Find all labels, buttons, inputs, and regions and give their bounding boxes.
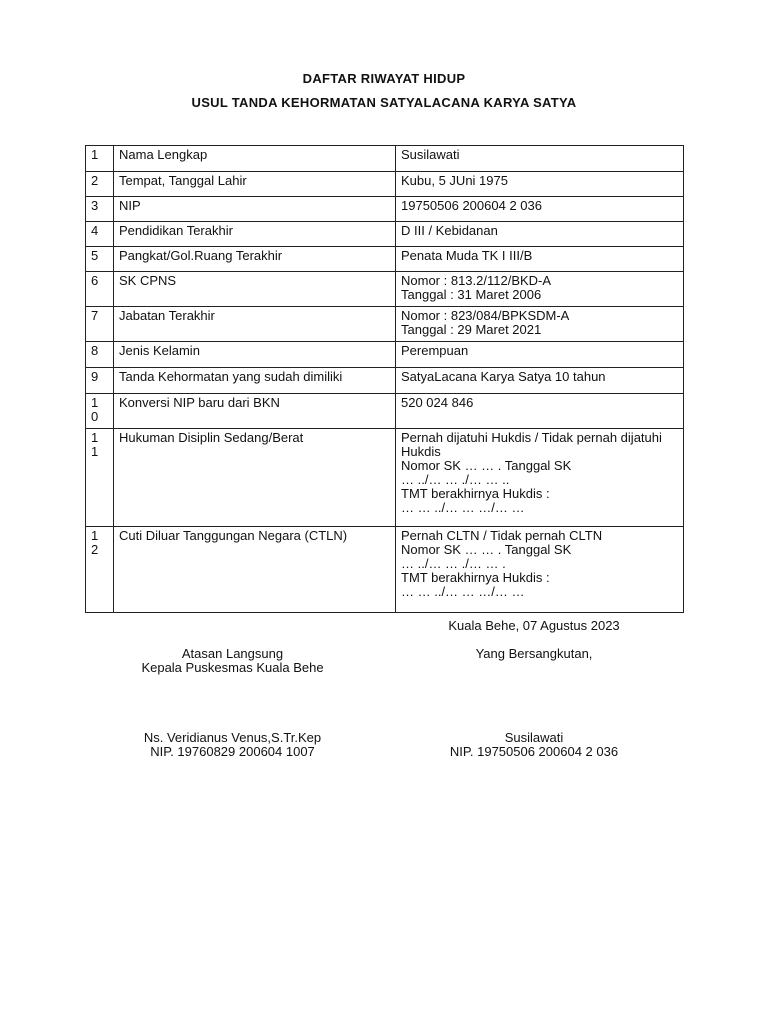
row-number: 5 (86, 247, 114, 272)
row-number: 6 (86, 272, 114, 307)
row-value: Nomor : 823/084/BPKSDM-A Tanggal : 29 Maret 2021 (396, 307, 684, 342)
table-row (86, 368, 684, 394)
table-row (86, 342, 684, 368)
row-number: 7 (86, 307, 114, 342)
row-value: Susilawati (396, 146, 684, 172)
table-row (86, 247, 684, 272)
table-row (86, 429, 684, 527)
table-row (86, 172, 684, 197)
left-signatory-role (90, 647, 375, 675)
table-row (86, 527, 684, 613)
row-value: Perempuan (396, 342, 684, 368)
table-row (86, 146, 684, 172)
row-number: 8 (86, 342, 114, 368)
row-number: 1 1 (86, 429, 114, 527)
left-signatory (90, 731, 375, 759)
row-label: SK CPNS (114, 272, 396, 307)
right-signatory-nip: NIP. 19750506 200604 2 036 (449, 744, 619, 759)
row-label: Konversi NIP baru dari BKN (114, 394, 396, 429)
row-label: Pangkat/Gol.Ruang Terakhir (114, 247, 396, 272)
row-value: 19750506 200604 2 036 (396, 197, 684, 222)
row-label: Jenis Kelamin (114, 342, 396, 368)
row-value: Pernah CLTN / Tidak pernah CLTN Nomor SK … … . Tanggal SK … ../… … ./… … . TMT berakhirnya Hukdis : … … ../… … …/… … (396, 527, 684, 613)
document-subtitle: USUL TANDA KEHORMATAN SATYALACANA KARYA SATYA (191, 95, 577, 110)
row-value: SatyaLacana Karya Satya 10 tahun (396, 368, 684, 394)
table-row (86, 222, 684, 247)
right-signatory-role: Yang Bersangkutan, (475, 646, 593, 661)
row-value: Kubu, 5 JUni 1975 (396, 172, 684, 197)
row-number: 9 (86, 368, 114, 394)
table-row (86, 307, 684, 342)
right-signatory (400, 731, 668, 759)
right-signatory-name: Susilawati (504, 730, 564, 745)
table-row (86, 197, 684, 222)
row-value: D III / Kebidanan (396, 222, 684, 247)
row-label: Jabatan Terakhir (114, 307, 396, 342)
document-title: DAFTAR RIWAYAT HIDUP (302, 71, 466, 86)
row-label: Nama Lengkap (114, 146, 396, 172)
table-row (86, 394, 684, 429)
row-label: NIP (114, 197, 396, 222)
row-number: 2 (86, 172, 114, 197)
row-number: 3 (86, 197, 114, 222)
left-signatory-name: Ns. Veridianus Venus,S.Tr.Kep (143, 730, 322, 745)
row-value: 520 024 846 (396, 394, 684, 429)
row-number: 1 2 (86, 527, 114, 613)
biodata-table (85, 145, 684, 613)
row-label: Tempat, Tanggal Lahir (114, 172, 396, 197)
row-label: Cuti Diluar Tanggungan Negara (CTLN) (114, 527, 396, 613)
row-value: Pernah dijatuhi Hukdis / Tidak pernah dijatuhi Hukdis Nomor SK … … . Tanggal SK … ../… … ./… … .. TMT berakhirnya Hukdis : … … ../… … …/… … (396, 429, 684, 527)
row-number: 4 (86, 222, 114, 247)
row-label: Tanda Kehormatan yang sudah dimiliki (114, 368, 396, 394)
table-row (86, 272, 684, 307)
row-number: 1 0 (86, 394, 114, 429)
row-value: Penata Muda TK I III/B (396, 247, 684, 272)
left-role-line2: Kepala Puskesmas Kuala Behe (141, 660, 324, 675)
place-date: Kuala Behe, 07 Agustus 2023 (448, 618, 620, 633)
left-role-line1: Atasan Langsung (181, 646, 284, 661)
row-number: 1 (86, 146, 114, 172)
row-value: Nomor : 813.2/112/BKD-A Tanggal : 31 Maret 2006 (396, 272, 684, 307)
left-signatory-nip: NIP. 19760829 200604 1007 (150, 744, 315, 759)
row-label: Pendidikan Terakhir (114, 222, 396, 247)
row-label: Hukuman Disiplin Sedang/Berat (114, 429, 396, 527)
